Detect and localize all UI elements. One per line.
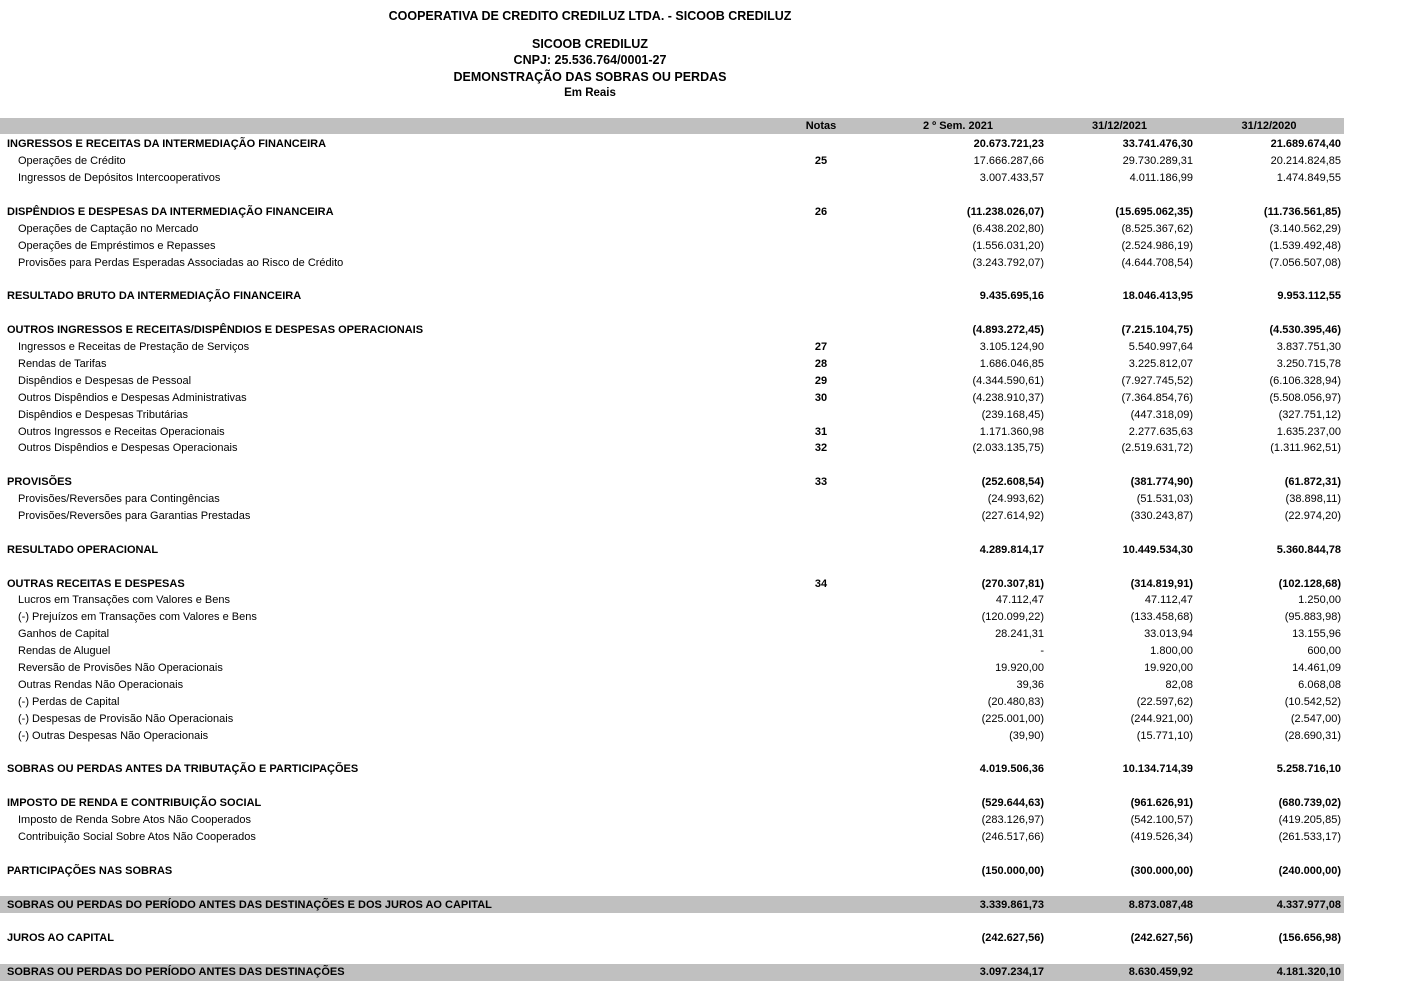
table-row xyxy=(0,170,1344,187)
table-row xyxy=(0,677,1344,694)
row-note-number: 26 xyxy=(814,206,828,218)
row-value-2021: 33.741.476,30 xyxy=(1122,138,1193,151)
table-row xyxy=(0,237,1344,254)
row-value-sem2-2021: (3.243.792,07) xyxy=(972,256,1044,269)
row-label: INGRESSOS E RECEITAS DA INTERMEDIAÇÃO FINANCEIRA xyxy=(7,138,327,151)
row-value-2021: (15.771,10) xyxy=(1136,729,1193,742)
row-label: (-) Despesas de Provisão Não Operacionais xyxy=(18,712,234,725)
row-label: RESULTADO OPERACIONAL xyxy=(7,543,159,556)
row-value-2020: 3.837.751,30 xyxy=(1276,341,1341,354)
row-value-2021: (51.531,03) xyxy=(1136,493,1193,506)
row-value-sem2-2021: 3.097.234,17 xyxy=(979,966,1044,979)
row-note-number: 34 xyxy=(814,577,828,590)
row-value-2020: (1.311.962,51) xyxy=(1270,442,1341,455)
row-value-2020: 21.689.674,40 xyxy=(1270,138,1341,151)
row-value-2020: (6.106.328,94) xyxy=(1269,374,1341,387)
row-value-sem2-2021: 39,36 xyxy=(1016,678,1044,691)
table-row xyxy=(0,389,1344,406)
row-value-2020: (38.898,11) xyxy=(1285,493,1341,506)
row-value-sem2-2021: 47.112,47 xyxy=(995,594,1044,607)
row-value-sem2-2021: (4.893.272,45) xyxy=(972,324,1044,337)
row-value-2021: 2.277.635,63 xyxy=(1128,425,1193,438)
row-label: Lucros em Transações com Valores e Bens xyxy=(18,594,230,607)
table-row xyxy=(0,220,1344,237)
row-value-sem2-2021: (227.614,92) xyxy=(981,510,1044,523)
table-row xyxy=(0,254,1344,271)
spacer-row xyxy=(0,913,1344,930)
row-value-2021: 33.013,94 xyxy=(1144,628,1193,641)
row-value-2020: 14.461,09 xyxy=(1292,662,1341,675)
row-value-2020: 1.474.849,55 xyxy=(1276,172,1341,185)
row-label: Ganhos de Capital xyxy=(18,628,110,641)
row-value-2021: (133.458,68) xyxy=(1130,611,1193,624)
row-value-2021: 3.225.812,07 xyxy=(1128,358,1193,371)
statement-table xyxy=(0,118,1344,981)
row-value-2021: (15.695.062,35) xyxy=(1115,206,1193,218)
row-value-2020: 5.258.716,10 xyxy=(1276,763,1341,776)
row-value-2021: (7.215.104,75) xyxy=(1121,324,1193,337)
table-row xyxy=(0,592,1344,609)
row-value-2020: (156.656,98) xyxy=(1278,932,1341,945)
table-row xyxy=(0,643,1344,660)
row-value-2020: (11.736.561,85) xyxy=(1263,206,1341,218)
company-name: COOPERATIVA DE CREDITO CREDILUZ LTDA. - SICOOB CREDILUZ xyxy=(388,9,792,23)
row-note-number: 30 xyxy=(814,391,828,404)
row-value-sem2-2021: (39,90) xyxy=(1009,729,1044,742)
row-value-2020: (327.751,12) xyxy=(1278,408,1341,421)
row-note-number: 33 xyxy=(814,476,828,489)
row-value-2021: (381.774,90) xyxy=(1130,476,1193,489)
row-label: DISPÊNDIOS E DESPESAS DA INTERMEDIAÇÃO FINANCEIRA xyxy=(7,206,334,218)
row-label: Reversão de Provisões Não Operacionais xyxy=(18,662,223,675)
row-value-sem2-2021: (242.627,56) xyxy=(981,932,1044,945)
row-value-2021: 47.112,47 xyxy=(1144,594,1193,607)
row-value-sem2-2021: 9.435.695,16 xyxy=(979,290,1044,303)
table-header-row xyxy=(0,118,1344,134)
row-value-2021: (242.627,56) xyxy=(1130,932,1193,945)
row-value-2020: (22.974,20) xyxy=(1284,510,1341,523)
row-value-2021: (7.364.854,76) xyxy=(1121,391,1193,404)
spacer-row xyxy=(0,558,1344,575)
table-row xyxy=(0,508,1344,525)
row-value-2020: 5.360.844,78 xyxy=(1276,543,1341,556)
row-value-2021: (542.100,57) xyxy=(1130,814,1193,827)
row-value-sem2-2021: 19.920,00 xyxy=(995,662,1044,675)
table-row xyxy=(0,541,1344,558)
row-label: SOBRAS OU PERDAS ANTES DA TRIBUTAÇÃO E PARTICIPAÇÕES xyxy=(7,763,359,776)
row-label: Outros Dispêndios e Despesas Operacionais xyxy=(18,442,238,455)
column-header-2021: 31/12/2021 xyxy=(1091,120,1148,132)
row-value-2021: (961.626,91) xyxy=(1130,797,1193,810)
spacer-row xyxy=(0,187,1344,204)
row-label: Operações de Captação no Mercado xyxy=(18,222,199,235)
document-header xyxy=(0,9,1180,101)
row-value-2021: 4.011.186,99 xyxy=(1129,172,1193,185)
row-value-sem2-2021: (20.480,83) xyxy=(987,695,1044,708)
row-label: Ingressos e Receitas de Prestação de Serviços xyxy=(18,341,250,354)
row-value-sem2-2021: 4.019.506,36 xyxy=(979,763,1044,776)
table-row xyxy=(0,372,1344,389)
row-value-sem2-2021: (239.168,45) xyxy=(981,408,1044,421)
row-value-sem2-2021: 28.241,31 xyxy=(995,628,1044,641)
table-row xyxy=(0,406,1344,423)
row-value-sem2-2021: (24.993,62) xyxy=(987,493,1044,506)
row-value-sem2-2021: 3.007.433,57 xyxy=(979,172,1044,185)
row-value-2021: (244.921,00) xyxy=(1130,712,1193,725)
row-value-2020: 1.635.237,00 xyxy=(1276,425,1341,438)
table-row xyxy=(0,710,1344,727)
row-value-sem2-2021: (120.099,22) xyxy=(981,611,1044,624)
row-label: SOBRAS OU PERDAS DO PERÍODO ANTES DAS DESTINAÇÕES E DOS JUROS AO CAPITAL xyxy=(7,898,492,911)
row-value-2020: (10.542,52) xyxy=(1284,695,1341,708)
table-row xyxy=(0,322,1344,339)
row-value-2020: (680.739,02) xyxy=(1278,797,1341,810)
row-label: Ingressos de Depósitos Intercooperativos xyxy=(18,172,221,185)
row-value-2020: 600,00 xyxy=(1307,645,1341,658)
row-note-number: 32 xyxy=(814,442,828,455)
row-value-sem2-2021: - xyxy=(1040,645,1044,658)
row-value-sem2-2021: (283.126,97) xyxy=(981,814,1044,827)
statement-rows xyxy=(0,136,1344,981)
statement-title: DEMONSTRAÇÃO DAS SOBRAS OU PERDAS xyxy=(453,69,727,84)
row-note-number: 27 xyxy=(814,341,828,354)
row-note-number: 28 xyxy=(814,358,828,371)
row-label: Dispêndios e Despesas Tributárias xyxy=(18,408,188,421)
row-value-2020: 4.337.977,08 xyxy=(1276,898,1341,911)
row-value-2020: 1.250,00 xyxy=(1298,594,1341,607)
row-label: Rendas de Tarifas xyxy=(18,358,107,371)
row-value-2020: 4.181.320,10 xyxy=(1276,966,1341,979)
row-value-sem2-2021: (2.033.135,75) xyxy=(972,442,1044,455)
entity-name: SICOOB CREDILUZ xyxy=(532,37,648,51)
table-row xyxy=(0,626,1344,643)
table-row xyxy=(0,136,1344,153)
row-value-2021: (4.644.708,54) xyxy=(1121,256,1193,269)
table-row xyxy=(0,356,1344,373)
row-value-2020: (102.128,68) xyxy=(1278,577,1341,590)
row-value-sem2-2021: (11.238.026,07) xyxy=(966,206,1044,218)
spacer-row xyxy=(0,845,1344,862)
row-value-sem2-2021: (225.001,00) xyxy=(981,712,1044,725)
row-value-2020: (28.690,31) xyxy=(1284,729,1341,742)
row-label: Provisões para Perdas Esperadas Associadas ao Risco de Crédito xyxy=(18,256,344,269)
row-label: PROVISÕES xyxy=(7,476,72,489)
row-value-2021: 10.134.714,39 xyxy=(1122,763,1193,776)
row-value-2021: 19.920,00 xyxy=(1144,662,1193,675)
row-value-2021: 29.730.289,31 xyxy=(1122,155,1193,168)
row-value-sem2-2021: 3.105.124,90 xyxy=(979,341,1044,354)
table-row xyxy=(0,609,1344,626)
row-label: OUTRAS RECEITAS E DESPESAS xyxy=(7,577,185,590)
row-value-2020: (261.533,17) xyxy=(1278,830,1341,843)
table-row xyxy=(0,474,1344,491)
row-value-2021: 1.800,00 xyxy=(1150,645,1193,658)
table-row xyxy=(0,829,1344,846)
column-header-sem2-2021: 2 º Sem. 2021 xyxy=(922,120,994,132)
row-value-2021: 18.046.413,95 xyxy=(1122,290,1193,303)
cnpj: CNPJ: 25.536.764/0001-27 xyxy=(513,53,667,68)
row-value-2021: (419.526,34) xyxy=(1130,830,1193,843)
currency-note: Em Reais xyxy=(564,86,616,99)
table-row xyxy=(0,930,1344,947)
row-value-2021: 10.449.534,30 xyxy=(1122,543,1193,556)
row-label: Operações de Empréstimos e Repasses xyxy=(18,239,216,252)
row-label: RESULTADO BRUTO DA INTERMEDIAÇÃO FINANCEIRA xyxy=(7,290,302,303)
row-value-2020: (419.205,85) xyxy=(1278,814,1341,827)
row-label: Outras Rendas Não Operacionais xyxy=(18,678,184,691)
row-value-2021: (22.597,62) xyxy=(1136,695,1193,708)
spacer-row xyxy=(0,524,1344,541)
row-value-2021: 8.873.087,48 xyxy=(1128,898,1193,911)
row-value-sem2-2021: 20.673.721,23 xyxy=(973,138,1044,151)
column-header-2020: 31/12/2020 xyxy=(1241,120,1297,132)
row-value-2021: (8.525.367,62) xyxy=(1121,222,1193,235)
row-label: JUROS AO CAPITAL xyxy=(7,932,114,945)
row-value-sem2-2021: (4.344.590,61) xyxy=(972,374,1044,387)
row-value-sem2-2021: 1.686.046,85 xyxy=(979,358,1044,371)
row-value-sem2-2021: 4.289.814,17 xyxy=(979,543,1044,556)
row-value-sem2-2021: (1.556.031,20) xyxy=(972,239,1044,252)
spacer-row xyxy=(0,457,1344,474)
table-row xyxy=(0,660,1344,677)
row-label: Imposto de Renda Sobre Atos Não Cooperados xyxy=(18,814,251,827)
row-label: Contribuição Social Sobre Atos Não Cooperados xyxy=(18,830,256,843)
row-label: Rendas de Aluguel xyxy=(18,645,111,658)
row-value-sem2-2021: (246.517,66) xyxy=(981,830,1044,843)
row-value-2021: (2.524.986,19) xyxy=(1121,239,1193,252)
table-row xyxy=(0,575,1344,592)
row-value-sem2-2021: (529.644,63) xyxy=(981,797,1044,810)
row-label: SOBRAS OU PERDAS DO PERÍODO ANTES DAS DESTINAÇÕES xyxy=(7,966,345,979)
row-label: (-) Perdas de Capital xyxy=(18,695,120,708)
row-value-2020: (1.539.492,48) xyxy=(1269,239,1341,252)
table-row xyxy=(0,339,1344,356)
table-row xyxy=(0,288,1344,305)
row-value-sem2-2021: (4.238.910,37) xyxy=(972,391,1044,404)
table-row xyxy=(0,423,1344,440)
row-label: Dispêndios e Despesas de Pessoal xyxy=(18,374,192,387)
row-value-sem2-2021: (270.307,81) xyxy=(981,577,1044,590)
row-value-sem2-2021: (150.000,00) xyxy=(981,864,1044,877)
spacer-row xyxy=(0,305,1344,322)
spacer-row xyxy=(0,778,1344,795)
table-row xyxy=(0,862,1344,879)
row-value-2021: (447.318,09) xyxy=(1130,408,1193,421)
row-label: PARTICIPAÇÕES NAS SOBRAS xyxy=(7,864,173,877)
table-row xyxy=(0,964,1344,981)
row-value-2020: (5.508.056,97) xyxy=(1269,391,1341,404)
row-label: Provisões/Reversões para Contingências xyxy=(18,493,220,506)
row-label: Outros Ingressos e Receitas Operacionais xyxy=(18,425,225,438)
row-label: IMPOSTO DE RENDA E CONTRIBUIÇÃO SOCIAL xyxy=(7,797,262,810)
row-label: (-) Prejuízos em Transações com Valores e Bens xyxy=(18,611,257,624)
row-value-2020: 13.155,96 xyxy=(1292,628,1341,641)
row-value-2020: (95.883,98) xyxy=(1284,611,1341,624)
table-row xyxy=(0,812,1344,829)
row-value-2021: (314.819,91) xyxy=(1130,577,1193,590)
row-value-2020: (2.547,00) xyxy=(1290,712,1341,725)
table-row xyxy=(0,727,1344,744)
row-value-2021: 5.540.997,64 xyxy=(1128,341,1193,354)
column-header-notes: Notas xyxy=(805,120,837,132)
row-value-2020: (7.056.507,08) xyxy=(1269,256,1341,269)
spacer-row xyxy=(0,744,1344,761)
row-note-number: 25 xyxy=(814,155,828,168)
row-value-2020: (4.530.395,46) xyxy=(1269,324,1341,337)
spacer-row xyxy=(0,271,1344,288)
table-row xyxy=(0,693,1344,710)
table-row xyxy=(0,761,1344,778)
table-row xyxy=(0,491,1344,508)
row-note-number: 31 xyxy=(814,425,828,438)
spacer-row xyxy=(0,879,1344,896)
row-value-sem2-2021: (6.438.202,80) xyxy=(972,222,1044,235)
row-label: Provisões/Reversões para Garantias Prestadas xyxy=(18,510,251,523)
row-value-2021: 82,08 xyxy=(1165,678,1193,691)
row-value-sem2-2021: (252.608,54) xyxy=(981,476,1044,489)
row-value-2020: 9.953.112,55 xyxy=(1277,290,1341,303)
row-value-2020: 20.214.824,85 xyxy=(1270,155,1341,168)
row-label: Operações de Crédito xyxy=(18,155,126,168)
row-value-2020: (240.000,00) xyxy=(1278,864,1341,877)
row-value-2021: (300.000,00) xyxy=(1130,864,1193,877)
row-value-2020: (3.140.562,29) xyxy=(1269,222,1341,235)
row-value-sem2-2021: 1.171.360,98 xyxy=(979,425,1044,438)
row-label: OUTROS INGRESSOS E RECEITAS/DISPÊNDIOS E DESPESAS OPERACIONAIS xyxy=(7,324,424,337)
row-value-sem2-2021: 17.666.287,66 xyxy=(973,155,1044,168)
table-row xyxy=(0,795,1344,812)
spacer-row xyxy=(0,947,1344,964)
row-value-2020: (61.872,31) xyxy=(1284,476,1341,489)
row-value-2020: 6.068,08 xyxy=(1298,678,1341,691)
row-value-2021: 8.630.459,92 xyxy=(1128,966,1193,979)
table-row xyxy=(0,153,1344,170)
row-value-2020: 3.250.715,78 xyxy=(1276,358,1341,371)
table-row xyxy=(0,440,1344,457)
row-value-2021: (2.519.631,72) xyxy=(1121,442,1193,455)
row-label: (-) Outras Despesas Não Operacionais xyxy=(18,729,209,742)
table-row xyxy=(0,204,1344,221)
row-value-2021: (330.243,87) xyxy=(1130,510,1193,523)
row-label: Outros Dispêndios e Despesas Administrativas xyxy=(18,391,247,404)
row-value-2021: (7.927.745,52) xyxy=(1121,374,1193,387)
row-value-sem2-2021: 3.339.861,73 xyxy=(979,898,1044,911)
table-row xyxy=(0,896,1344,913)
row-note-number: 29 xyxy=(814,374,828,387)
